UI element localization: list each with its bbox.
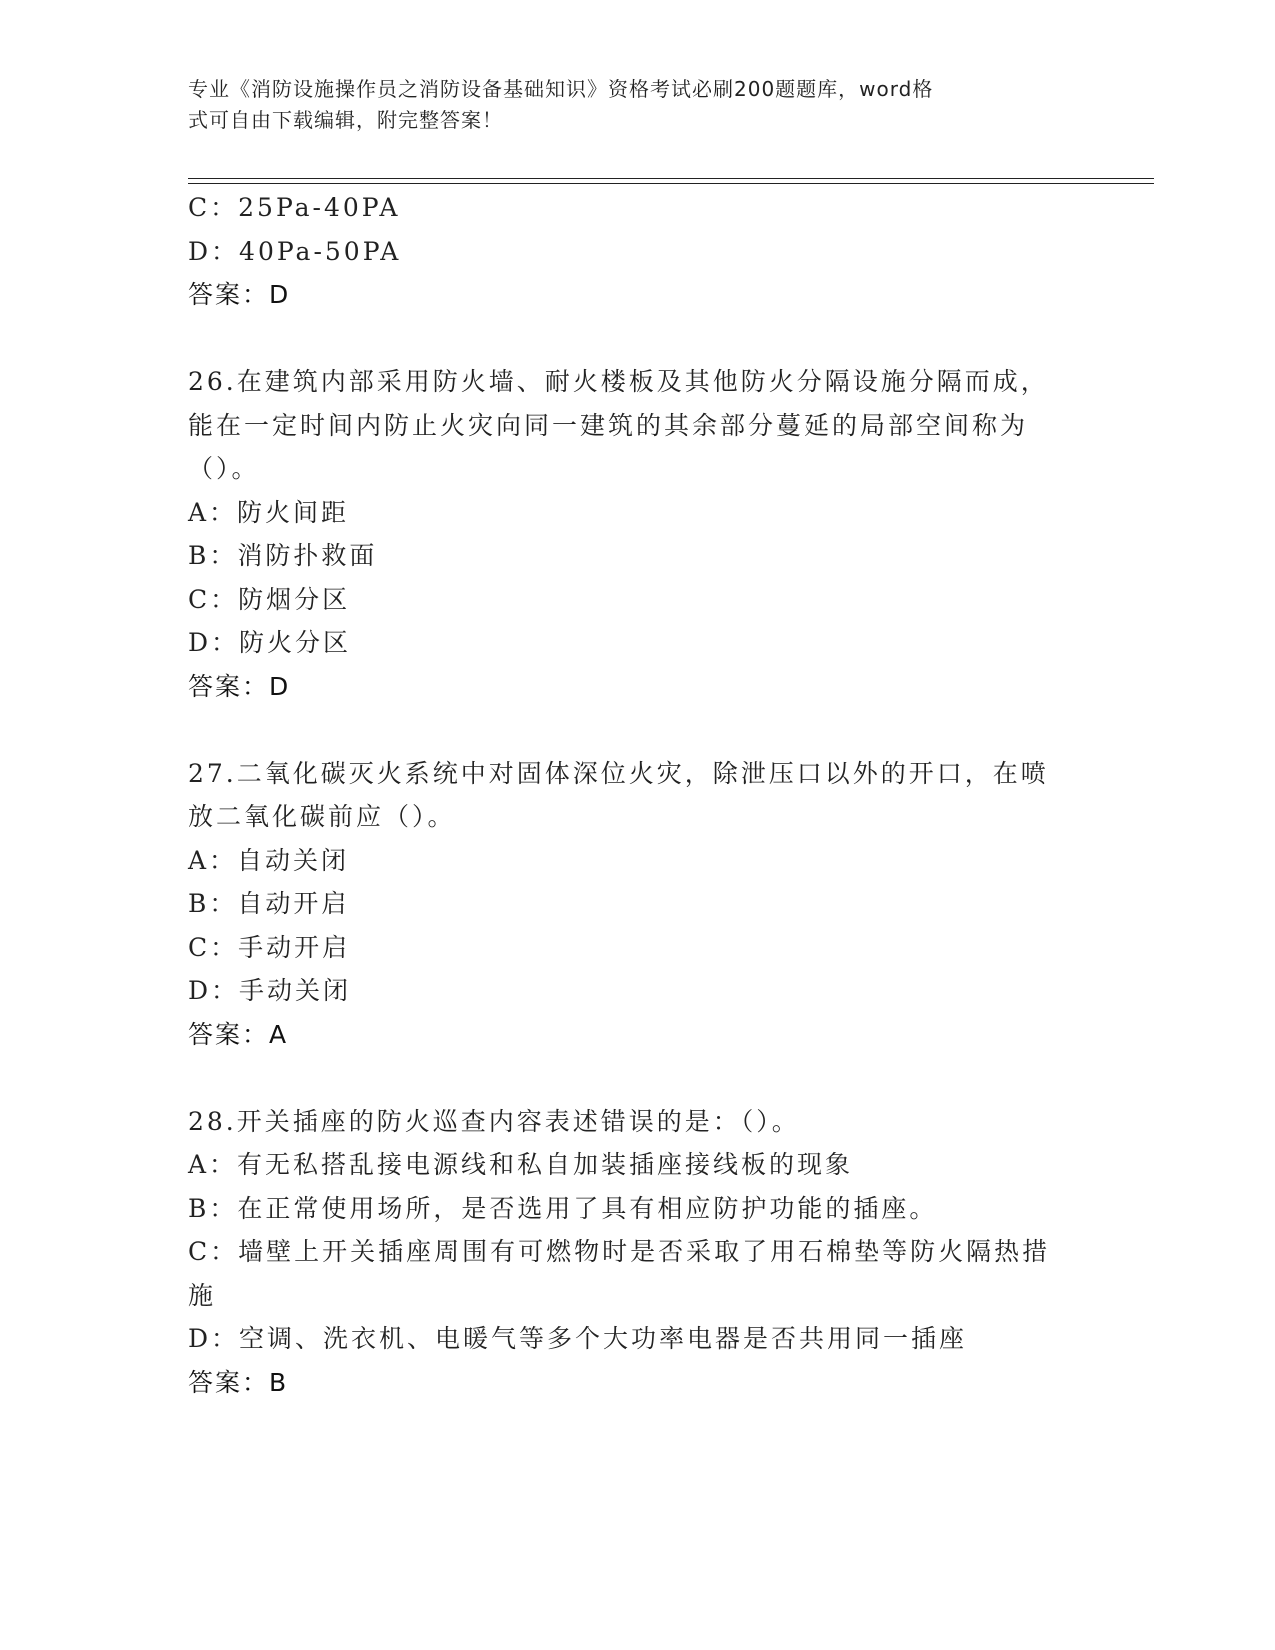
question-line: 27.二氧化碳灭火系统中对固体深位火灾，除泄压口以外的开口，在喷 — [188, 759, 1049, 788]
question-line: 26.在建筑内部采用防火墙、耐火楼板及其他防火分隔设施分隔而成， — [188, 367, 1049, 396]
question-line: 能在一定时间内防止火灾向同一建筑的其余部分蔓延的局部空间称为 — [188, 411, 1029, 440]
answer-line: 答案：B — [188, 1368, 289, 1397]
option-line: D：空调、洗衣机、电暖气等多个大功率电器是否共用同一插座 — [188, 1324, 968, 1353]
option-line: A：自动关闭 — [188, 846, 350, 875]
option-line: A：有无私搭乱接电源线和私自加装插座接线板的现象 — [188, 1150, 854, 1179]
answer-line: 答案：A — [188, 1020, 289, 1049]
question-line: （）。 — [188, 454, 260, 483]
option-line: D：手动关闭 — [188, 976, 352, 1005]
document-header — [188, 74, 1088, 136]
option-line: D：防火分区 — [188, 628, 352, 657]
option-line: A：防火间距 — [188, 498, 350, 527]
option-line: C：手动开启 — [188, 933, 351, 962]
answer-line: 答案：D — [188, 280, 291, 309]
option-line: 施 — [188, 1281, 217, 1310]
option-line: C：防烟分区 — [188, 585, 351, 614]
option-line: B：在正常使用场所，是否选用了具有相应防护功能的插座。 — [188, 1194, 938, 1223]
option-line: C：25Pa-40PA — [188, 193, 401, 222]
header-divider-bottom — [188, 183, 1154, 184]
question-line: 放二氧化碳前应（）。 — [188, 802, 456, 831]
answer-line: 答案：D — [188, 672, 291, 701]
option-line: B：消防扑救面 — [188, 541, 378, 570]
option-line: B：自动开启 — [188, 889, 350, 918]
option-line: D：40Pa-50PA — [188, 237, 402, 266]
header-line-2: 式可自由下载编辑，附完整答案！ — [188, 108, 503, 132]
question-line: 28.开关插座的防火巡查内容表述错误的是：（）。 — [188, 1107, 800, 1136]
option-line: C：墙壁上开关插座周围有可燃物时是否采取了用石棉垫等防火隔热措 — [188, 1237, 1051, 1266]
header-line-1: 专业《消防设施操作员之消防设备基础知识》资格考试必刷200题题库，word格 — [188, 77, 934, 101]
header-divider-top — [188, 178, 1154, 179]
